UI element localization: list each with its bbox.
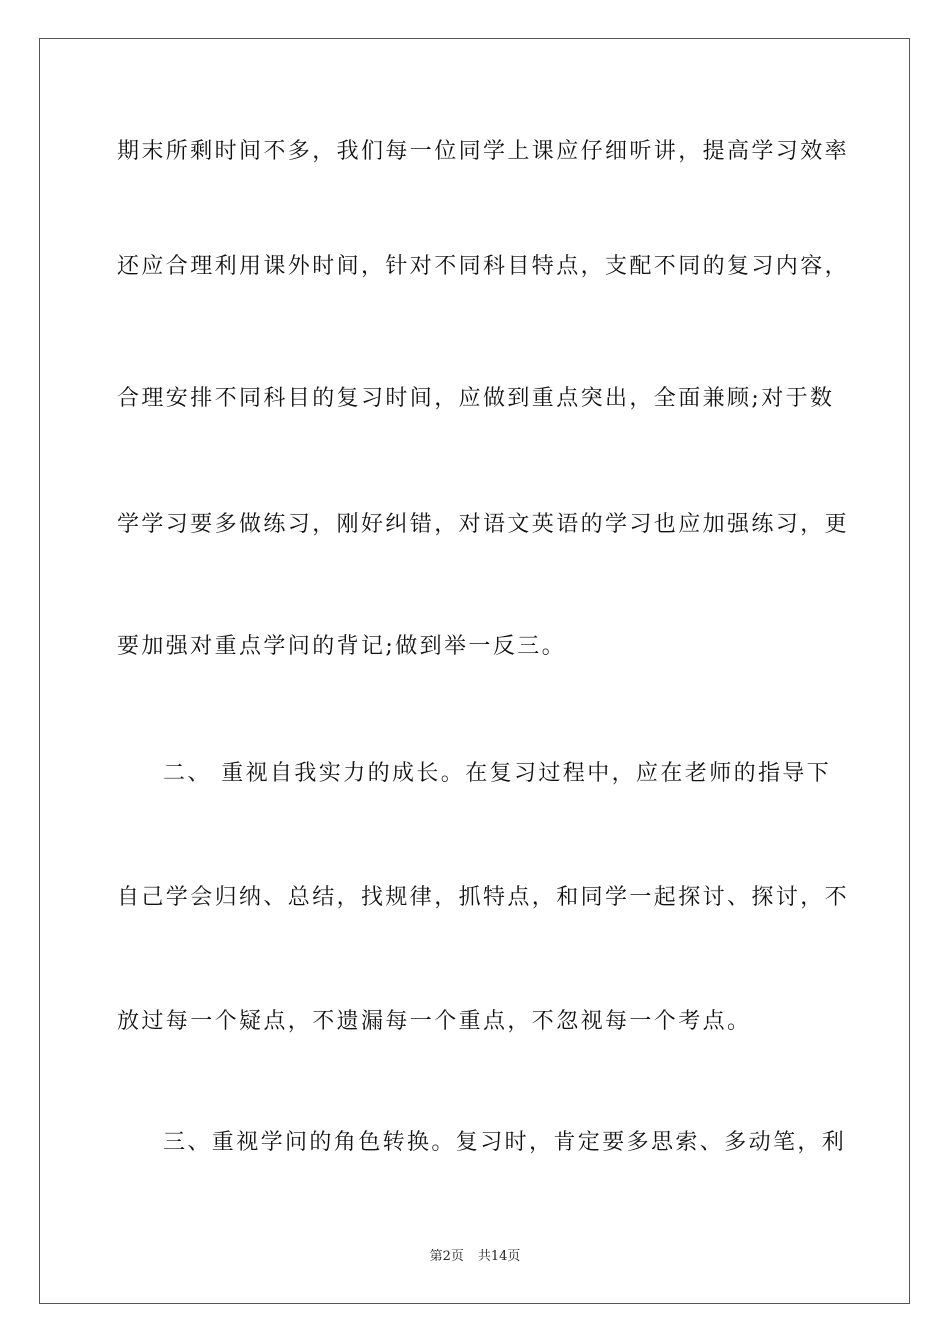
page-footer [0, 1248, 950, 1266]
page-number: 第2页 [429, 1249, 464, 1264]
text-line-4: 学学习要多做练习，刚好纠错，对语文英语的学习也应加强练习，更 [117, 512, 850, 537]
text-line-1: 期末所剩时间不多，我们每一位同学上课应仔细听讲，提高学习效率 [117, 139, 850, 164]
text-line-7: 自己学会归纳、总结，找规律，抓特点，和同学一起探讨、探讨，不 [117, 885, 850, 910]
text-line-6: 二、 重视自我实力的成长。在复习过程中，应在老师的指导下 [163, 761, 832, 786]
text-line-3: 合理安排不同科目的复习时间，应做到重点突出，全面兼顾;对于数 [117, 386, 835, 411]
text-line-5: 要加强对重点学问的背记;做到举一反三。 [117, 634, 567, 659]
text-line-2: 还应合理利用课外时间，针对不同科目特点，支配不同的复习内容， [117, 254, 850, 279]
text-line-9: 三、重视学问的角色转换。复习时，肯定要多思索、多动笔，利 [163, 1130, 847, 1155]
page-border [39, 38, 910, 1304]
text-line-8: 放过每一个疑点，不遗漏每一个重点，不忽视每一个考点。 [117, 1009, 752, 1034]
page-total: 共14页 [477, 1249, 521, 1264]
